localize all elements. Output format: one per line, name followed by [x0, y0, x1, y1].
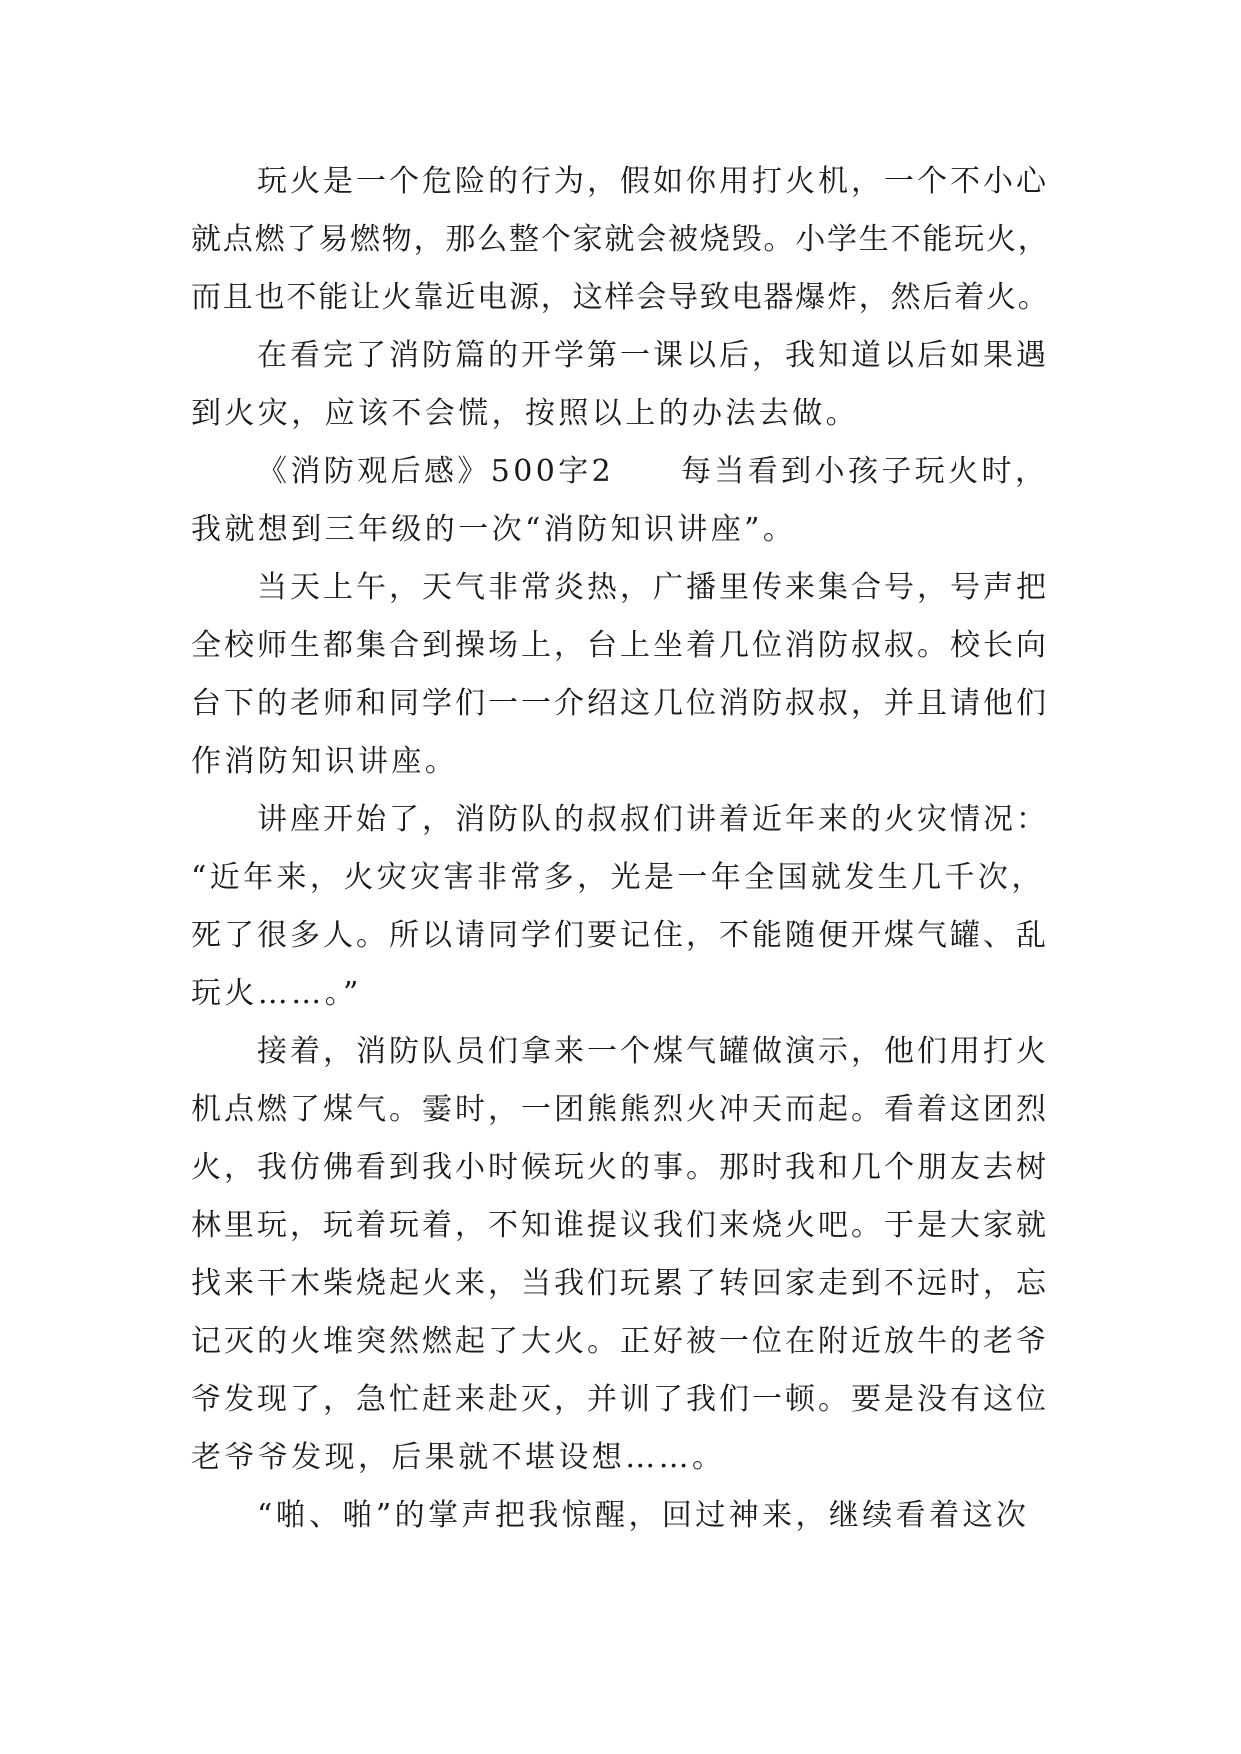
text-line: 到火灾，应该不会慌，按照以上的办法去做。	[191, 396, 859, 431]
text-line: 爷发现了，急忙赶来赴灭，并训了我们一顿。要是没有这位	[191, 1382, 1049, 1417]
text-line: 玩火……。”	[191, 976, 362, 1011]
text-line: 玩火是一个危险的行为，假如你用打火机，一个不小心	[257, 164, 1049, 199]
text-line: 机点燃了煤气。霎时，一团熊熊烈火冲天而起。看着这团烈	[191, 1092, 1049, 1127]
text-line: 老爷爷发现，后果就不堪设想……。	[191, 1440, 726, 1475]
text-line: 而且也不能让火靠近电源，这样会导致电器爆炸，然后着火。	[191, 280, 1050, 315]
text-line: 讲座开始了，消防队的叔叔们讲着近年来的火灾情况：	[257, 802, 1049, 837]
text-line: “近年来，火灾灾害非常多，光是一年全国就发生几千次，	[191, 860, 1045, 895]
text-line: 全校师生都集合到操场上，台上坐着几位消防叔叔。校长向	[191, 628, 1049, 663]
text-line: 我就想到三年级的一次“消防知识讲座”。	[191, 512, 797, 547]
text-line: 找来干木柴烧起火来，当我们玩累了转回家走到不远时，忘	[191, 1266, 1049, 1301]
text-line: 作消防知识讲座。	[191, 744, 459, 779]
text-line: 《消防观后感》500字2 每当看到小孩子玩火时，	[257, 454, 1049, 489]
text-line: 就点燃了易燃物，那么整个家就会被烧毁。小学生不能玩火，	[191, 222, 1050, 257]
text-line: “啪、啪”的掌声把我惊醒，回过神来，继续看着这次	[257, 1498, 1030, 1533]
text-line: 火，我仿佛看到我小时候玩火的事。那时我和几个朋友去树	[191, 1150, 1049, 1185]
text-line: 在看完了消防篇的开学第一课以后，我知道以后如果遇	[257, 338, 1049, 373]
text-line: 接着，消防队员们拿来一个煤气罐做演示，他们用打火	[257, 1034, 1049, 1069]
text-line: 台下的老师和同学们一一介绍这几位消防叔叔，并且请他们	[191, 686, 1049, 721]
text-line: 死了很多人。所以请同学们要记住，不能随便开煤气罐、乱	[191, 918, 1049, 953]
document-body	[191, 153, 1051, 1545]
text-line: 林里玩，玩着玩着，不知谁提议我们来烧火吧。于是大家就	[191, 1208, 1049, 1243]
text-line: 记灭的火堆突然燃起了大火。正好被一位在附近放牛的老爷	[191, 1324, 1049, 1359]
text-line: 当天上午，天气非常炎热，广播里传来集合号，号声把	[257, 570, 1049, 605]
